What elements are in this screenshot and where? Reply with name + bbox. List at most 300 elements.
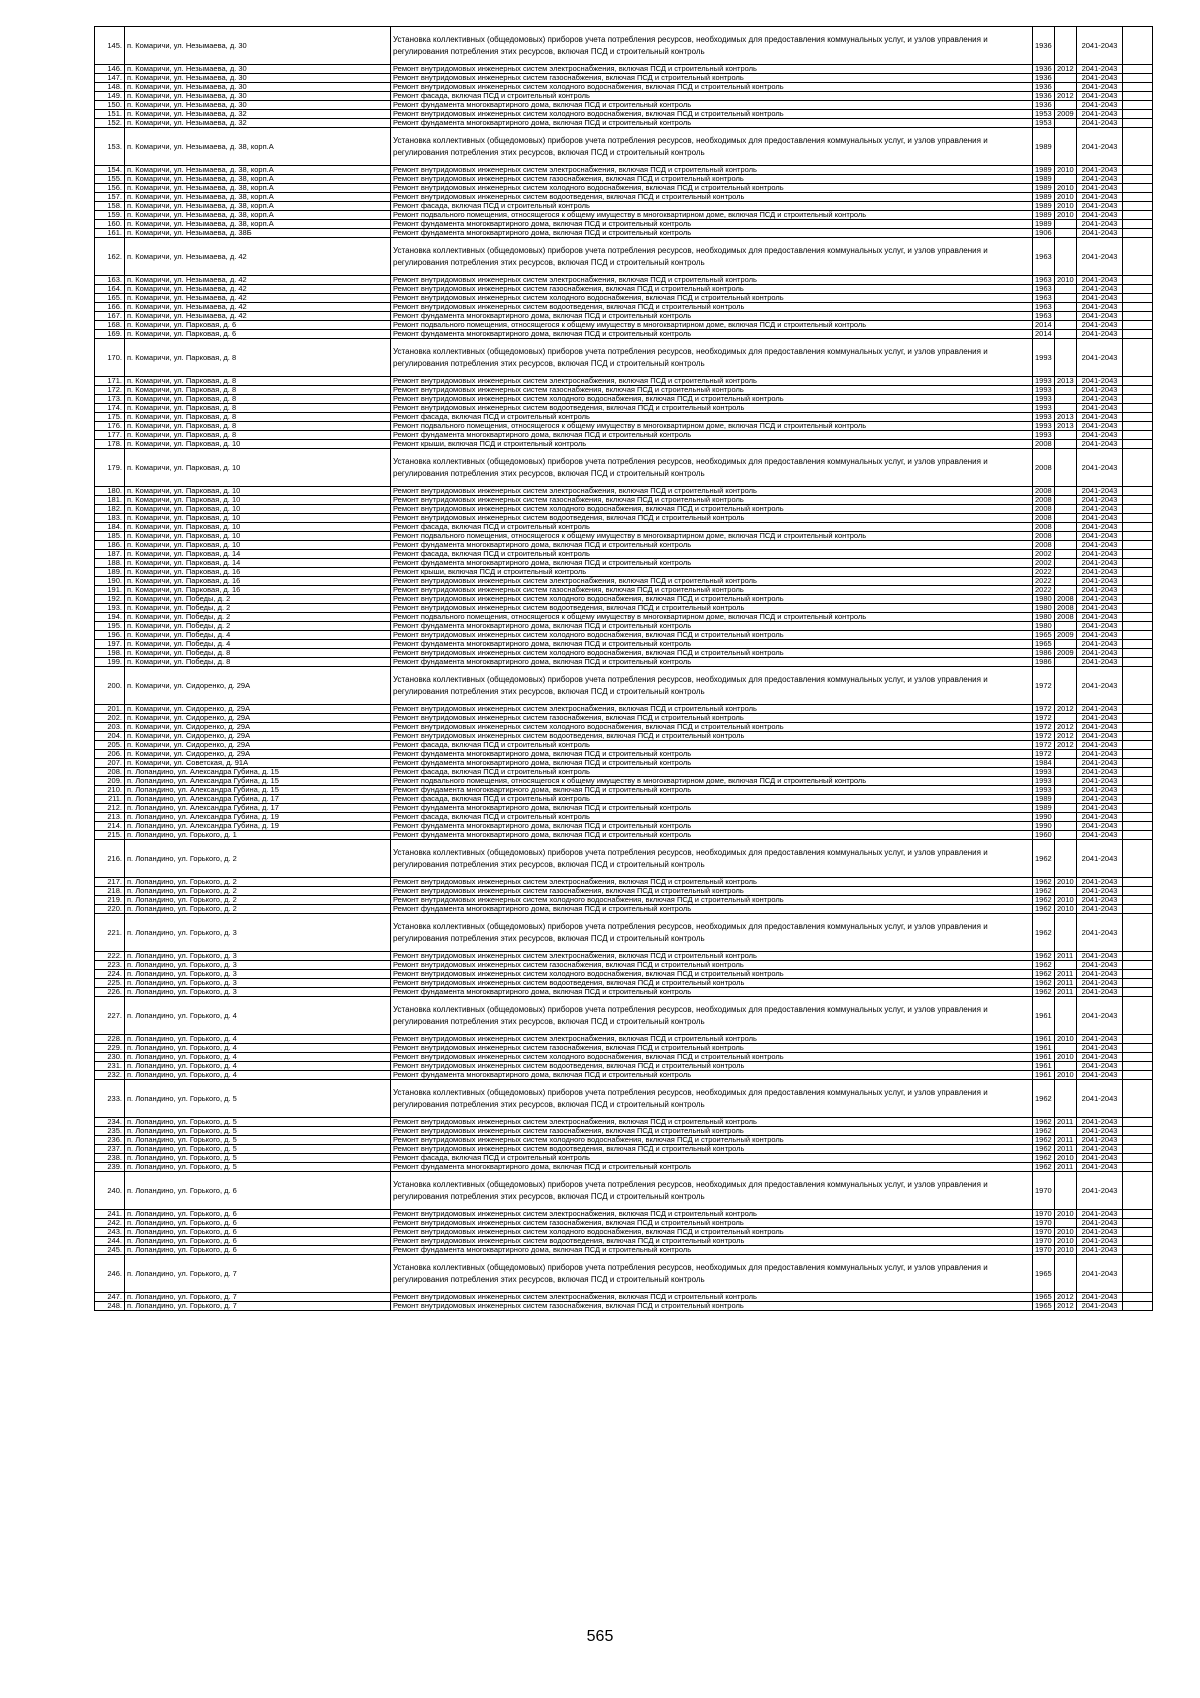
- last-repair-year-cell: [1055, 1255, 1077, 1293]
- last-repair-year-cell: 2013: [1055, 377, 1077, 386]
- empty-cell: [1123, 119, 1153, 128]
- last-repair-year-cell: 2011: [1055, 1118, 1077, 1127]
- row-number: 228.: [95, 1035, 125, 1044]
- last-repair-year-cell: 2010: [1055, 1053, 1077, 1062]
- empty-cell: [1123, 822, 1153, 831]
- table-row: [95, 276, 1153, 285]
- table-row: [95, 1044, 1153, 1053]
- work-description-cell: Ремонт фундамента многоквартирного дома, включая ПСД и строительный контроль: [391, 658, 1033, 667]
- empty-cell: [1123, 905, 1153, 914]
- build-year-cell: 1970: [1033, 1172, 1055, 1210]
- last-repair-year-cell: [1055, 27, 1077, 65]
- last-repair-year-cell: [1055, 622, 1077, 631]
- build-year-cell: 1963: [1033, 285, 1055, 294]
- empty-cell: [1123, 878, 1153, 887]
- table-row: [95, 705, 1153, 714]
- work-description-cell: Ремонт фундамента многоквартирного дома, включая ПСД и строительный контроль: [391, 622, 1033, 631]
- address-cell: п. Комаричи, ул. Парковая, д. 8: [125, 386, 391, 395]
- planned-period-cell: 2041-2043: [1077, 795, 1123, 804]
- empty-cell: [1123, 110, 1153, 119]
- empty-cell: [1123, 229, 1153, 238]
- table-row: [95, 550, 1153, 559]
- row-number: 206.: [95, 750, 125, 759]
- last-repair-year-cell: 2010: [1055, 1154, 1077, 1163]
- last-repair-year-cell: 2010: [1055, 202, 1077, 211]
- empty-cell: [1123, 1172, 1153, 1210]
- empty-cell: [1123, 723, 1153, 732]
- table-row: [95, 487, 1153, 496]
- last-repair-year-cell: 2012: [1055, 732, 1077, 741]
- row-number: 166.: [95, 303, 125, 312]
- build-year-cell: 1972: [1033, 732, 1055, 741]
- row-number: 240.: [95, 1172, 125, 1210]
- address-cell: п. Комаричи, ул. Парковая, д. 10: [125, 532, 391, 541]
- row-number: 165.: [95, 294, 125, 303]
- work-description-cell: Ремонт внутридомовых инженерных систем водоотведения, включая ПСД и строительный контроль: [391, 303, 1033, 312]
- row-number: 151.: [95, 110, 125, 119]
- row-number: 164.: [95, 285, 125, 294]
- empty-cell: [1123, 777, 1153, 786]
- empty-cell: [1123, 211, 1153, 220]
- build-year-cell: 1961: [1033, 1044, 1055, 1053]
- address-cell: п. Лопандино, ул. Горького, д. 2: [125, 840, 391, 878]
- work-description-cell: Ремонт внутридомовых инженерных систем газоснабжения, включая ПСД и строительный контроль: [391, 714, 1033, 723]
- address-cell: п. Комаричи, ул. Незымаева, д. 30: [125, 74, 391, 83]
- build-year-cell: 2008: [1033, 532, 1055, 541]
- table-row: [95, 110, 1153, 119]
- address-cell: п. Лопандино, ул. Горького, д. 3: [125, 979, 391, 988]
- address-cell: п. Лопандино, ул. Горького, д. 7: [125, 1302, 391, 1311]
- work-description-cell: Ремонт фундамента многоквартирного дома, включая ПСД и строительный контроль: [391, 786, 1033, 795]
- work-description-cell: Ремонт подвального помещения, относящегося к общему имуществу в многоквартирном доме, включая ПСД и строительный контроль: [391, 532, 1033, 541]
- table-row: [95, 878, 1153, 887]
- work-description-cell: Ремонт внутридомовых инженерных систем водоотведения, включая ПСД и строительный контроль: [391, 404, 1033, 413]
- build-year-cell: 1962: [1033, 988, 1055, 997]
- planned-period-cell: 2041-2043: [1077, 1219, 1123, 1228]
- build-year-cell: 1993: [1033, 395, 1055, 404]
- address-cell: п. Комаричи, ул. Незымаева, д. 30: [125, 65, 391, 74]
- address-cell: п. Комаричи, ул. Парковая, д. 10: [125, 514, 391, 523]
- last-repair-year-cell: [1055, 1044, 1077, 1053]
- table-row: [95, 330, 1153, 339]
- address-cell: п. Комаричи, ул. Парковая, д. 10: [125, 505, 391, 514]
- address-cell: п. Лопандино, ул. Горького, д. 5: [125, 1154, 391, 1163]
- planned-period-cell: 2041-2043: [1077, 732, 1123, 741]
- empty-cell: [1123, 914, 1153, 952]
- last-repair-year-cell: [1055, 101, 1077, 110]
- last-repair-year-cell: 2011: [1055, 988, 1077, 997]
- work-description-cell: Ремонт внутридомовых инженерных систем холодного водоснабжения, включая ПСД и строительный контроль: [391, 970, 1033, 979]
- address-cell: п. Лопандино, ул. Александра Губина, д. 19: [125, 822, 391, 831]
- row-number: 191.: [95, 586, 125, 595]
- row-number: 170.: [95, 339, 125, 377]
- build-year-cell: 1965: [1033, 640, 1055, 649]
- planned-period-cell: 2041-2043: [1077, 175, 1123, 184]
- work-description-cell: Ремонт внутридомовых инженерных систем электроснабжения, включая ПСД и строительный контроль: [391, 1293, 1033, 1302]
- last-repair-year-cell: [1055, 1219, 1077, 1228]
- row-number: 214.: [95, 822, 125, 831]
- build-year-cell: 1972: [1033, 741, 1055, 750]
- row-number: 196.: [95, 631, 125, 640]
- build-year-cell: 2008: [1033, 505, 1055, 514]
- empty-cell: [1123, 101, 1153, 110]
- address-cell: п. Комаричи, ул. Парковая, д. 8: [125, 404, 391, 413]
- row-number: 183.: [95, 514, 125, 523]
- empty-cell: [1123, 202, 1153, 211]
- build-year-cell: 1984: [1033, 759, 1055, 768]
- build-year-cell: 1989: [1033, 128, 1055, 166]
- address-cell: п. Комаричи, ул. Сидоренко, д. 29А: [125, 714, 391, 723]
- table-row: [95, 128, 1153, 166]
- build-year-cell: 1965: [1033, 1293, 1055, 1302]
- row-number: 226.: [95, 988, 125, 997]
- work-description-cell: Ремонт внутридомовых инженерных систем холодного водоснабжения, включая ПСД и строительный контроль: [391, 595, 1033, 604]
- empty-cell: [1123, 1210, 1153, 1219]
- work-description-cell: Ремонт внутридомовых инженерных систем газоснабжения, включая ПСД и строительный контроль: [391, 1219, 1033, 1228]
- row-number: 232.: [95, 1071, 125, 1080]
- empty-cell: [1123, 604, 1153, 613]
- empty-cell: [1123, 1219, 1153, 1228]
- empty-cell: [1123, 1237, 1153, 1246]
- empty-cell: [1123, 640, 1153, 649]
- planned-period-cell: 2041-2043: [1077, 970, 1123, 979]
- work-description-cell: Ремонт фасада, включая ПСД и строительный контроль: [391, 1154, 1033, 1163]
- build-year-cell: 1963: [1033, 294, 1055, 303]
- build-year-cell: 1962: [1033, 952, 1055, 961]
- empty-cell: [1123, 568, 1153, 577]
- build-year-cell: 2014: [1033, 330, 1055, 339]
- table-row: [95, 1127, 1153, 1136]
- last-repair-year-cell: [1055, 523, 1077, 532]
- row-number: 159.: [95, 211, 125, 220]
- address-cell: п. Комаричи, ул. Сидоренко, д. 29А: [125, 750, 391, 759]
- empty-cell: [1123, 586, 1153, 595]
- work-description-cell: Ремонт внутридомовых инженерных систем водоотведения, включая ПСД и строительный контроль: [391, 514, 1033, 523]
- empty-cell: [1123, 1071, 1153, 1080]
- row-number: 217.: [95, 878, 125, 887]
- address-cell: п. Лопандино, ул. Горького, д. 4: [125, 1035, 391, 1044]
- address-cell: п. Лопандино, ул. Горького, д. 4: [125, 1071, 391, 1080]
- work-description-cell: Ремонт крыши, включая ПСД и строительный контроль: [391, 568, 1033, 577]
- row-number: 236.: [95, 1136, 125, 1145]
- address-cell: п. Комаричи, ул. Незымаева, д. 30: [125, 92, 391, 101]
- empty-cell: [1123, 786, 1153, 795]
- work-description-cell: Ремонт фасада, включая ПСД и строительный контроль: [391, 550, 1033, 559]
- work-description-cell: Ремонт фасада, включая ПСД и строительный контроль: [391, 813, 1033, 822]
- planned-period-cell: 2041-2043: [1077, 1118, 1123, 1127]
- address-cell: п. Комаричи, ул. Сидоренко, д. 29А: [125, 705, 391, 714]
- address-cell: п. Комаричи, ул. Парковая, д. 10: [125, 496, 391, 505]
- row-number: 161.: [95, 229, 125, 238]
- address-cell: п. Лопандино, ул. Горького, д. 2: [125, 905, 391, 914]
- planned-period-cell: 2041-2043: [1077, 27, 1123, 65]
- last-repair-year-cell: 2010: [1055, 1246, 1077, 1255]
- planned-period-cell: 2041-2043: [1077, 276, 1123, 285]
- address-cell: п. Комаричи, ул. Парковая, д. 16: [125, 577, 391, 586]
- row-number: 154.: [95, 166, 125, 175]
- address-cell: п. Комаричи, ул. Парковая, д. 6: [125, 321, 391, 330]
- work-description-cell: Ремонт внутридомовых инженерных систем газоснабжения, включая ПСД и строительный контроль: [391, 586, 1033, 595]
- last-repair-year-cell: 2010: [1055, 1210, 1077, 1219]
- build-year-cell: 1963: [1033, 303, 1055, 312]
- last-repair-year-cell: [1055, 285, 1077, 294]
- address-cell: п. Лопандино, ул. Горького, д. 6: [125, 1172, 391, 1210]
- page-number: 565: [586, 1628, 614, 1645]
- last-repair-year-cell: [1055, 658, 1077, 667]
- row-number: 227.: [95, 997, 125, 1035]
- row-number: 163.: [95, 276, 125, 285]
- planned-period-cell: 2041-2043: [1077, 1127, 1123, 1136]
- planned-period-cell: 2041-2043: [1077, 568, 1123, 577]
- work-description-cell: Ремонт внутридомовых инженерных систем газоснабжения, включая ПСД и строительный контроль: [391, 1044, 1033, 1053]
- work-description-cell: Ремонт подвального помещения, относящегося к общему имуществу в многоквартирном доме, включая ПСД и строительный контроль: [391, 613, 1033, 622]
- address-cell: п. Комаричи, ул. Незымаева, д. 30: [125, 27, 391, 65]
- table-row: [95, 759, 1153, 768]
- planned-period-cell: 2041-2043: [1077, 285, 1123, 294]
- build-year-cell: 1962: [1033, 961, 1055, 970]
- address-cell: п. Комаричи, ул. Незымаева, д. 32: [125, 119, 391, 128]
- build-year-cell: 1962: [1033, 914, 1055, 952]
- work-description-cell: Установка коллективных (общедомовых) приборов учета потребления ресурсов, необходимых для предоставления коммунальных услуг, и узлов управления и регулирования потребления этих ресурсов, включая ПСД и строительный контроль: [391, 997, 1033, 1035]
- table-row: [95, 1071, 1153, 1080]
- address-cell: п. Комаричи, ул. Парковая, д. 8: [125, 413, 391, 422]
- table-row: [95, 640, 1153, 649]
- table-row: [95, 431, 1153, 440]
- address-cell: п. Лопандино, ул. Горького, д. 1: [125, 831, 391, 840]
- build-year-cell: 1961: [1033, 1035, 1055, 1044]
- work-description-cell: Ремонт внутридомовых инженерных систем электроснабжения, включая ПСД и строительный контроль: [391, 487, 1033, 496]
- work-description-cell: Ремонт подвального помещения, относящегося к общему имуществу в многоквартирном доме, включая ПСД и строительный контроль: [391, 422, 1033, 431]
- table-row: [95, 514, 1153, 523]
- empty-cell: [1123, 622, 1153, 631]
- work-description-cell: Ремонт фундамента многоквартирного дома, включая ПСД и строительный контроль: [391, 1246, 1033, 1255]
- empty-cell: [1123, 768, 1153, 777]
- build-year-cell: 1962: [1033, 970, 1055, 979]
- build-year-cell: 2008: [1033, 440, 1055, 449]
- table-row: [95, 559, 1153, 568]
- empty-cell: [1123, 496, 1153, 505]
- table-row: [95, 312, 1153, 321]
- work-description-cell: Ремонт внутридомовых инженерных систем водоотведения, включая ПСД и строительный контроль: [391, 1237, 1033, 1246]
- address-cell: п. Лопандино, ул. Горького, д. 2: [125, 896, 391, 905]
- table-row: [95, 804, 1153, 813]
- address-cell: п. Лопандино, ул. Горького, д. 3: [125, 961, 391, 970]
- table-row: [95, 175, 1153, 184]
- row-number: 195.: [95, 622, 125, 631]
- table-row: [95, 303, 1153, 312]
- address-cell: п. Комаричи, ул. Парковая, д. 6: [125, 330, 391, 339]
- table-row: [95, 1080, 1153, 1118]
- build-year-cell: 2022: [1033, 577, 1055, 586]
- planned-period-cell: 2041-2043: [1077, 786, 1123, 795]
- table-row: [95, 238, 1153, 276]
- work-description-cell: Ремонт внутридомовых инженерных систем холодного водоснабжения, включая ПСД и строительный контроль: [391, 1136, 1033, 1145]
- row-number: 182.: [95, 505, 125, 514]
- last-repair-year-cell: [1055, 1172, 1077, 1210]
- last-repair-year-cell: 2012: [1055, 741, 1077, 750]
- planned-period-cell: 2041-2043: [1077, 514, 1123, 523]
- planned-period-cell: 2041-2043: [1077, 202, 1123, 211]
- empty-cell: [1123, 65, 1153, 74]
- empty-cell: [1123, 1118, 1153, 1127]
- table-row: [95, 831, 1153, 840]
- row-number: 168.: [95, 321, 125, 330]
- build-year-cell: 1970: [1033, 1246, 1055, 1255]
- table-row: [95, 229, 1153, 238]
- planned-period-cell: 2041-2043: [1077, 1255, 1123, 1293]
- build-year-cell: 1993: [1033, 768, 1055, 777]
- work-description-cell: Ремонт фасада, включая ПСД и строительный контроль: [391, 795, 1033, 804]
- last-repair-year-cell: [1055, 312, 1077, 321]
- table-row: [95, 413, 1153, 422]
- build-year-cell: 1993: [1033, 413, 1055, 422]
- planned-period-cell: 2041-2043: [1077, 997, 1123, 1035]
- row-number: 220.: [95, 905, 125, 914]
- work-description-cell: Ремонт внутридомовых инженерных систем электроснабжения, включая ПСД и строительный контроль: [391, 705, 1033, 714]
- planned-period-cell: 2041-2043: [1077, 211, 1123, 220]
- address-cell: п. Комаричи, ул. Победы, д. 4: [125, 640, 391, 649]
- last-repair-year-cell: [1055, 440, 1077, 449]
- build-year-cell: 1990: [1033, 813, 1055, 822]
- planned-period-cell: 2041-2043: [1077, 220, 1123, 229]
- build-year-cell: 1970: [1033, 1237, 1055, 1246]
- last-repair-year-cell: 2011: [1055, 1145, 1077, 1154]
- planned-period-cell: 2041-2043: [1077, 413, 1123, 422]
- work-description-cell: Ремонт подвального помещения, относящегося к общему имуществу в многоквартирном доме, включая ПСД и строительный контроль: [391, 211, 1033, 220]
- build-year-cell: 1993: [1033, 386, 1055, 395]
- build-year-cell: 1965: [1033, 1255, 1055, 1293]
- table-row: [95, 1302, 1153, 1311]
- table-row: [95, 184, 1153, 193]
- planned-period-cell: 2041-2043: [1077, 1237, 1123, 1246]
- table-row: [95, 321, 1153, 330]
- build-year-cell: 1972: [1033, 723, 1055, 732]
- build-year-cell: 1961: [1033, 997, 1055, 1035]
- planned-period-cell: 2041-2043: [1077, 1302, 1123, 1311]
- row-number: 218.: [95, 887, 125, 896]
- last-repair-year-cell: 2009: [1055, 110, 1077, 119]
- work-description-cell: Установка коллективных (общедомовых) приборов учета потребления ресурсов, необходимых для предоставления коммунальных услуг, и узлов управления и регулирования потребления этих ресурсов, включая ПСД и строительный контроль: [391, 1172, 1033, 1210]
- build-year-cell: 2008: [1033, 487, 1055, 496]
- address-cell: п. Лопандино, ул. Горького, д. 5: [125, 1145, 391, 1154]
- work-description-cell: Ремонт внутридомовых инженерных систем водоотведения, включая ПСД и строительный контроль: [391, 193, 1033, 202]
- last-repair-year-cell: 2011: [1055, 1163, 1077, 1172]
- planned-period-cell: 2041-2043: [1077, 723, 1123, 732]
- row-number: 153.: [95, 128, 125, 166]
- last-repair-year-cell: [1055, 840, 1077, 878]
- last-repair-year-cell: [1055, 339, 1077, 377]
- address-cell: п. Лопандино, ул. Горького, д. 2: [125, 887, 391, 896]
- row-number: 233.: [95, 1080, 125, 1118]
- last-repair-year-cell: 2010: [1055, 1228, 1077, 1237]
- last-repair-year-cell: [1055, 750, 1077, 759]
- empty-cell: [1123, 705, 1153, 714]
- build-year-cell: 1962: [1033, 840, 1055, 878]
- table-row: [95, 193, 1153, 202]
- table-row: [95, 988, 1153, 997]
- planned-period-cell: 2041-2043: [1077, 649, 1123, 658]
- last-repair-year-cell: 2008: [1055, 595, 1077, 604]
- row-number: 184.: [95, 523, 125, 532]
- work-description-cell: Ремонт внутридомовых инженерных систем водоотведения, включая ПСД и строительный контроль: [391, 732, 1033, 741]
- last-repair-year-cell: [1055, 961, 1077, 970]
- address-cell: п. Комаричи, ул. Парковая, д. 10: [125, 541, 391, 550]
- table-row: [95, 970, 1153, 979]
- address-cell: п. Комаричи, ул. Парковая, д. 14: [125, 550, 391, 559]
- build-year-cell: 1993: [1033, 339, 1055, 377]
- row-number: 242.: [95, 1219, 125, 1228]
- work-description-cell: Ремонт подвального помещения, относящегося к общему имуществу в многоквартирном доме, включая ПСД и строительный контроль: [391, 777, 1033, 786]
- work-description-cell: Ремонт внутридомовых инженерных систем электроснабжения, включая ПСД и строительный контроль: [391, 952, 1033, 961]
- row-number: 149.: [95, 92, 125, 101]
- table-row: [95, 786, 1153, 795]
- work-description-cell: Ремонт внутридомовых инженерных систем холодного водоснабжения, включая ПСД и строительный контроль: [391, 294, 1033, 303]
- row-number: 155.: [95, 175, 125, 184]
- planned-period-cell: 2041-2043: [1077, 523, 1123, 532]
- work-description-cell: Ремонт внутридомовых инженерных систем электроснабжения, включая ПСД и строительный контроль: [391, 577, 1033, 586]
- build-year-cell: 1993: [1033, 431, 1055, 440]
- table-row: [95, 667, 1153, 705]
- build-year-cell: 1980: [1033, 613, 1055, 622]
- table-row: [95, 377, 1153, 386]
- table-row: [95, 74, 1153, 83]
- address-cell: п. Комаричи, ул. Парковая, д. 10: [125, 440, 391, 449]
- planned-period-cell: 2041-2043: [1077, 705, 1123, 714]
- address-cell: п. Лопандино, ул. Горького, д. 7: [125, 1255, 391, 1293]
- address-cell: п. Комаричи, ул. Советская, д. 91А: [125, 759, 391, 768]
- work-description-cell: Ремонт фундамента многоквартирного дома, включая ПСД и строительный контроль: [391, 541, 1033, 550]
- work-description-cell: Ремонт фасада, включая ПСД и строительный контроль: [391, 92, 1033, 101]
- planned-period-cell: 2041-2043: [1077, 65, 1123, 74]
- planned-period-cell: 2041-2043: [1077, 631, 1123, 640]
- row-number: 221.: [95, 914, 125, 952]
- empty-cell: [1123, 505, 1153, 514]
- table-row: [95, 577, 1153, 586]
- table-row: [95, 422, 1153, 431]
- last-repair-year-cell: [1055, 768, 1077, 777]
- table-row: [95, 1035, 1153, 1044]
- planned-period-cell: 2041-2043: [1077, 92, 1123, 101]
- planned-period-cell: 2041-2043: [1077, 128, 1123, 166]
- table-row: [95, 914, 1153, 952]
- row-number: 248.: [95, 1302, 125, 1311]
- address-cell: п. Комаричи, ул. Незымаева, д. 38, корп.А: [125, 175, 391, 184]
- planned-period-cell: 2041-2043: [1077, 532, 1123, 541]
- build-year-cell: 1962: [1033, 905, 1055, 914]
- build-year-cell: 1993: [1033, 377, 1055, 386]
- work-description-cell: Ремонт внутридомовых инженерных систем водоотведения, включая ПСД и строительный контроль: [391, 1062, 1033, 1071]
- work-description-cell: Ремонт фундамента многоквартирного дома, включая ПСД и строительный контроль: [391, 822, 1033, 831]
- empty-cell: [1123, 440, 1153, 449]
- empty-cell: [1123, 750, 1153, 759]
- address-cell: п. Комаричи, ул. Незымаева, д. 38Б: [125, 229, 391, 238]
- last-repair-year-cell: [1055, 294, 1077, 303]
- empty-cell: [1123, 970, 1153, 979]
- address-cell: п. Лопандино, ул. Горького, д. 5: [125, 1127, 391, 1136]
- row-number: 229.: [95, 1044, 125, 1053]
- last-repair-year-cell: 2012: [1055, 1293, 1077, 1302]
- address-cell: п. Комаричи, ул. Незымаева, д. 38, корп.А: [125, 128, 391, 166]
- row-number: 207.: [95, 759, 125, 768]
- build-year-cell: 1980: [1033, 622, 1055, 631]
- empty-cell: [1123, 667, 1153, 705]
- table-row: [95, 27, 1153, 65]
- address-cell: п. Комаричи, ул. Незымаева, д. 38, корп.А: [125, 220, 391, 229]
- planned-period-cell: 2041-2043: [1077, 550, 1123, 559]
- empty-cell: [1123, 92, 1153, 101]
- build-year-cell: 1989: [1033, 211, 1055, 220]
- address-cell: п. Комаричи, ул. Парковая, д. 14: [125, 559, 391, 568]
